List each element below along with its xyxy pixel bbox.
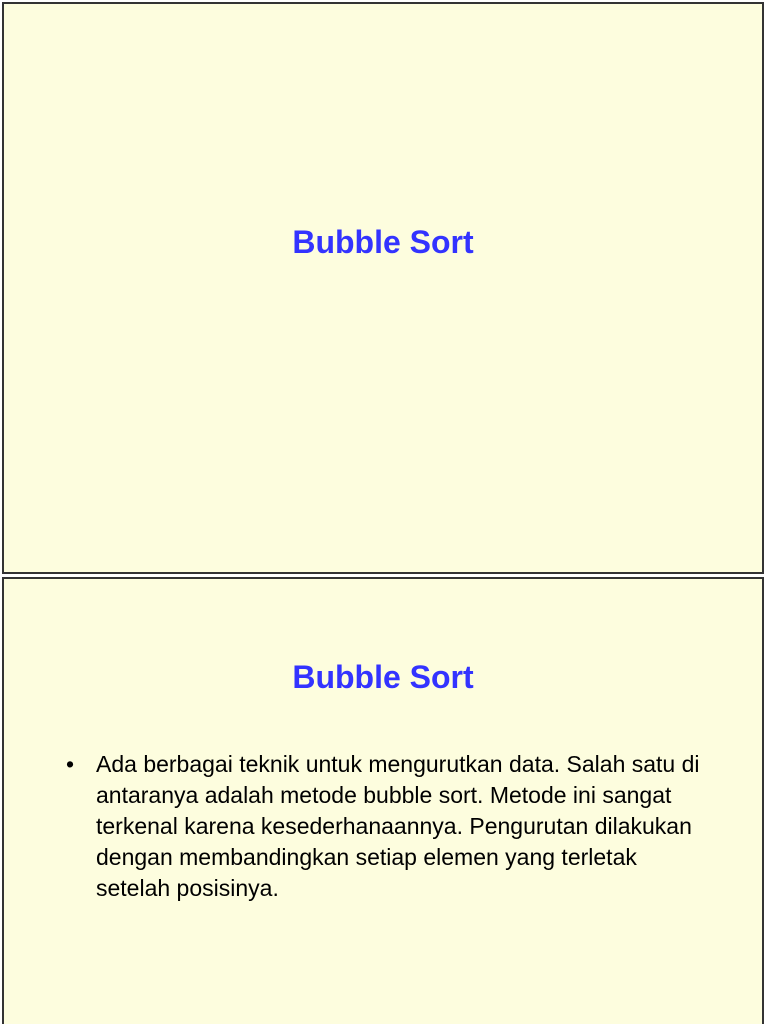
slide-2-title: Bubble Sort: [292, 659, 474, 695]
slide-1-title: Bubble Sort: [292, 224, 474, 260]
slide-2-bullet-list: [66, 749, 716, 904]
bullet-item: [66, 749, 716, 904]
slide-2: [2, 577, 764, 1024]
bullet-text: Ada berbagai teknik untuk mengurutkan data. Salah satu di antaranya adalah metode bubble sort. Metode ini sangat terkenal karena kesederhanaannya. Pengurutan dilakukan dengan membandingkan setiap elemen yang terletak setelah posisinya.: [96, 751, 700, 901]
slide-1: [2, 2, 764, 574]
bullet-marker-icon: •: [66, 751, 75, 777]
